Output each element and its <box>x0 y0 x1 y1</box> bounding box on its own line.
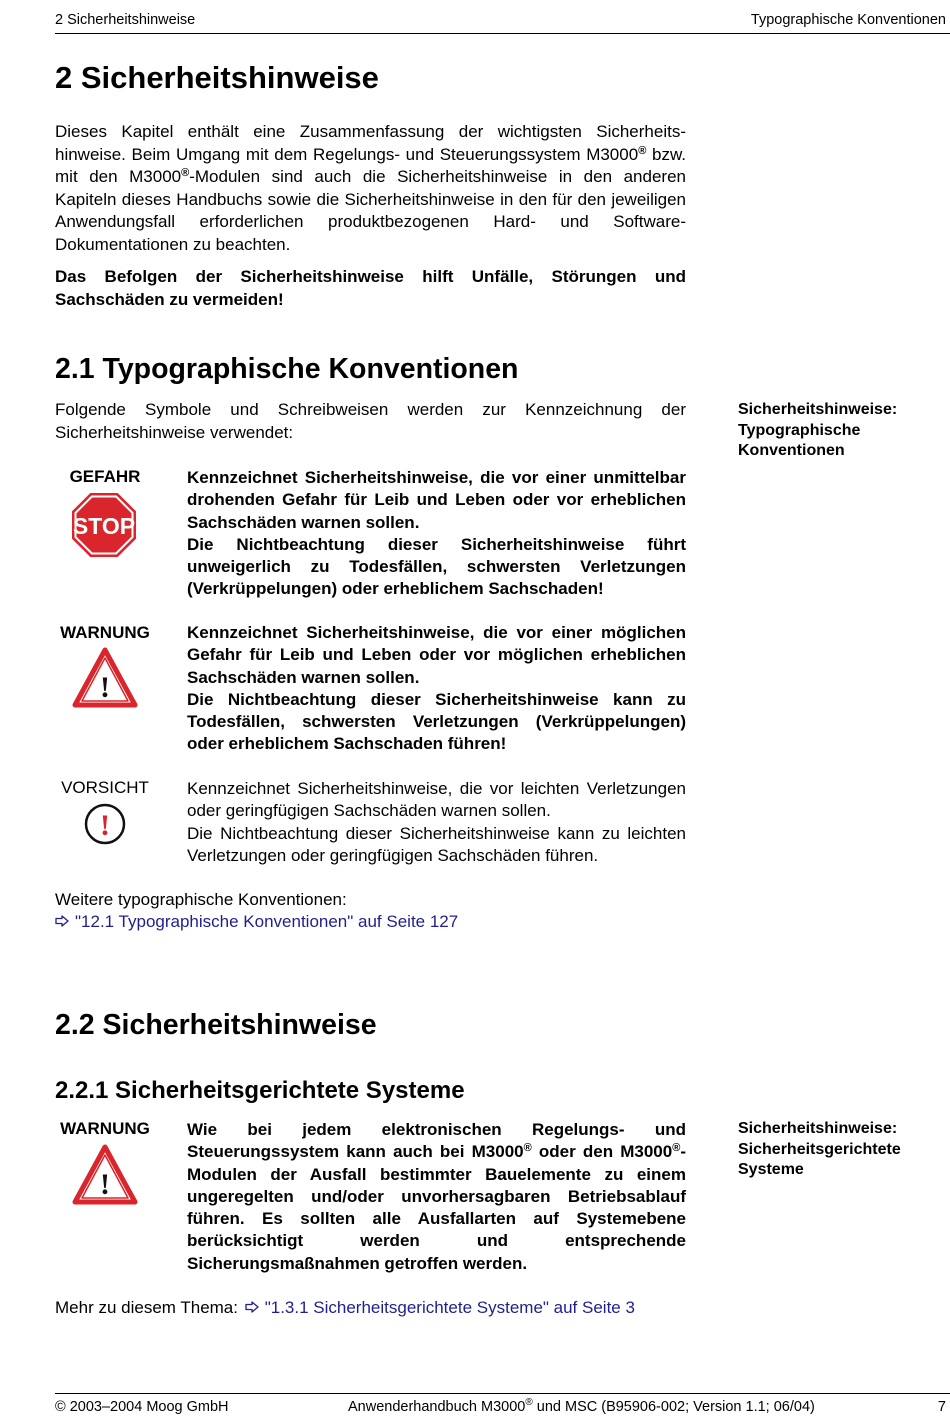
svg-text:!: ! <box>100 671 110 704</box>
margin-note-line: Sicherheitsgerichtete <box>738 1140 901 1158</box>
more-conventions-link-row <box>55 911 686 934</box>
margin-note-line: Typographische <box>738 421 861 439</box>
stop-sign-icon <box>71 492 137 563</box>
registered-mark: ® <box>638 144 647 157</box>
svg-text:!: ! <box>100 809 110 842</box>
gefahr-text-a: Kennzeichnet Sicherheitshinweise, die vor einer unmittelbar drohenden Gefahr für Leib und Leben oder vor erheblichen Sachschäden warnen sollen. <box>187 468 686 532</box>
svg-text:!: ! <box>100 1168 110 1201</box>
header-rule <box>55 33 950 34</box>
chapter-title: 2 Sicherheitshinweise <box>55 60 379 95</box>
section-2-2-1-title: 2.2.1 Sicherheitsgerichtete Systeme <box>55 1077 465 1104</box>
safety-systems-warning-text <box>187 1119 686 1275</box>
signal-word-gefahr: GEFAHR <box>69 467 141 486</box>
link-safety-systems[interactable]: "1.3.1 Sicherheitsgerichtete Systeme" auf Seite 3 <box>264 1298 635 1317</box>
section-2-1-intro: Folgende Symbole und Schreibweisen werden zur Kennzeichnung der Sicherheitshinweise verwendet: <box>55 400 686 442</box>
section-2-2-title: 2.2 Sicherheitshinweise <box>55 1009 377 1041</box>
registered-mark: ® <box>525 1397 533 1408</box>
arrow-right-icon <box>55 911 69 934</box>
margin-note-line: Sicherheitshinweise: <box>738 401 898 418</box>
more-topic-row <box>55 1297 755 1320</box>
warning-triangle-icon <box>72 647 138 714</box>
more-conventions-label: Weitere typographische Konventionen: <box>55 890 347 909</box>
intro-text-a: Dieses Kapitel enthält eine Zusammenfassung der wichtigsten Sicherheits-hinweise. Beim Umgang mit dem Regelungs- und Steuerungssystem M3000 <box>55 122 686 164</box>
warning-triangle-icon <box>72 1144 138 1211</box>
chapter-intro-emphasis: Das Befolgen der Sicherheitshinweise hilft Unfälle, Störungen und Sachschäden zu vermeiden! <box>55 267 686 309</box>
signal-word-warnung-2: WARNUNG <box>60 1119 150 1138</box>
running-header-chapter: 2 Sicherheitshinweise <box>55 12 196 28</box>
margin-note-line: Systeme <box>738 1161 804 1178</box>
vorsicht-text-a: Kennzeichnet Sicherheitshinweise, die vor leichten Verletzungen oder geringfügigen Sachschäden warnen sollen. <box>187 779 686 821</box>
footer-title-a: Anwenderhandbuch M3000 <box>348 1399 526 1415</box>
footer-document-title <box>348 1399 815 1415</box>
warnung-description <box>187 622 686 756</box>
registered-mark: ® <box>523 1142 532 1155</box>
arrow-right-icon <box>245 1297 259 1320</box>
gefahr-description <box>187 467 686 601</box>
registered-mark: ® <box>672 1142 681 1155</box>
safety-text-a: Wie bei jedem elektronischen Regelungs- und Steuerungssystem kann auch bei M3000 <box>187 1120 686 1162</box>
safety-text-b: oder den M3000 <box>531 1142 673 1162</box>
registered-mark: ® <box>181 167 190 179</box>
gefahr-text-b: Die Nichtbeachtung dieser Sicherheitshinweise führt unweigerlich zu Todesfällen, schwersten Verletzungen (Verkrüppelungen) oder erheblichem Sachschaden! <box>187 534 686 599</box>
footer-copyright: © 2003–2004 Moog GmbH <box>55 1399 229 1415</box>
intro-text-c: -Modulen sind auch die Sicherheitshinweise in den anderen Kapiteln dieses Handbuchs sowie die Sicherheitshinweise in den für den jeweiligen Anwendungsfall erforderlichen produktbezogenen Hard- und Software-Dokumentationen zu beachten. <box>55 167 686 254</box>
intro-text-b: bzw. mit den M3000 <box>55 144 687 186</box>
margin-note-line: Sicherheitshinweise: <box>738 1120 898 1137</box>
more-topic-label: Mehr zu diesem Thema: <box>55 1298 243 1317</box>
section-2-1-title: 2.1 Typographische Konventionen <box>55 353 519 385</box>
signal-word-warnung: WARNUNG <box>60 623 150 642</box>
running-header-section: Typographische Konventionen <box>750 12 946 28</box>
margin-note-line: Konventionen <box>738 442 845 459</box>
signal-word-vorsicht: VORSICHT <box>61 778 149 797</box>
footer-page-number: 7 <box>937 1399 946 1415</box>
warnung-text-b: Die Nichtbeachtung dieser Sicherheitshinweise kann zu Todesfällen, schwersten Verletzungen (Verkrüppelungen) oder erheblichem Sachschaden führen! <box>187 689 686 754</box>
footer-rule <box>55 1393 950 1394</box>
margin-note-typographic <box>738 400 938 462</box>
footer-title-b: und MSC (B95906-002; Version 1.1; 06/04) <box>532 1399 815 1415</box>
caution-circle-icon <box>84 803 126 850</box>
stop-sign-text: STOP <box>72 513 136 539</box>
vorsicht-description <box>187 778 686 867</box>
safety-text-c: -Modulen der Ausfall bestimmter Bauelemente zu einem ungeregelten und/oder unvorhersagbaren Betriebsablauf führen. Es sollten alle Ausfallarten auf Systemebene berücksichtigt werden und entsprechende Sicherungsmaßnahmen getroffen werden. <box>187 1142 686 1273</box>
chapter-intro-paragraph <box>55 121 686 256</box>
link-typographic-conventions[interactable]: "12.1 Typographische Konventionen" auf Seite 127 <box>75 912 459 931</box>
vorsicht-text-b: Die Nichtbeachtung dieser Sicherheitshinweise kann zu leichten Verletzungen oder geringfügigen Sachschäden führen. <box>187 823 686 865</box>
warnung-text-a: Kennzeichnet Sicherheitshinweise, die vor einer möglichen Gefahr für Leib und Leben oder vor möglichen erheblichen Sachschäden warnen sollen. <box>187 623 686 687</box>
margin-note-safety-systems <box>738 1119 938 1181</box>
